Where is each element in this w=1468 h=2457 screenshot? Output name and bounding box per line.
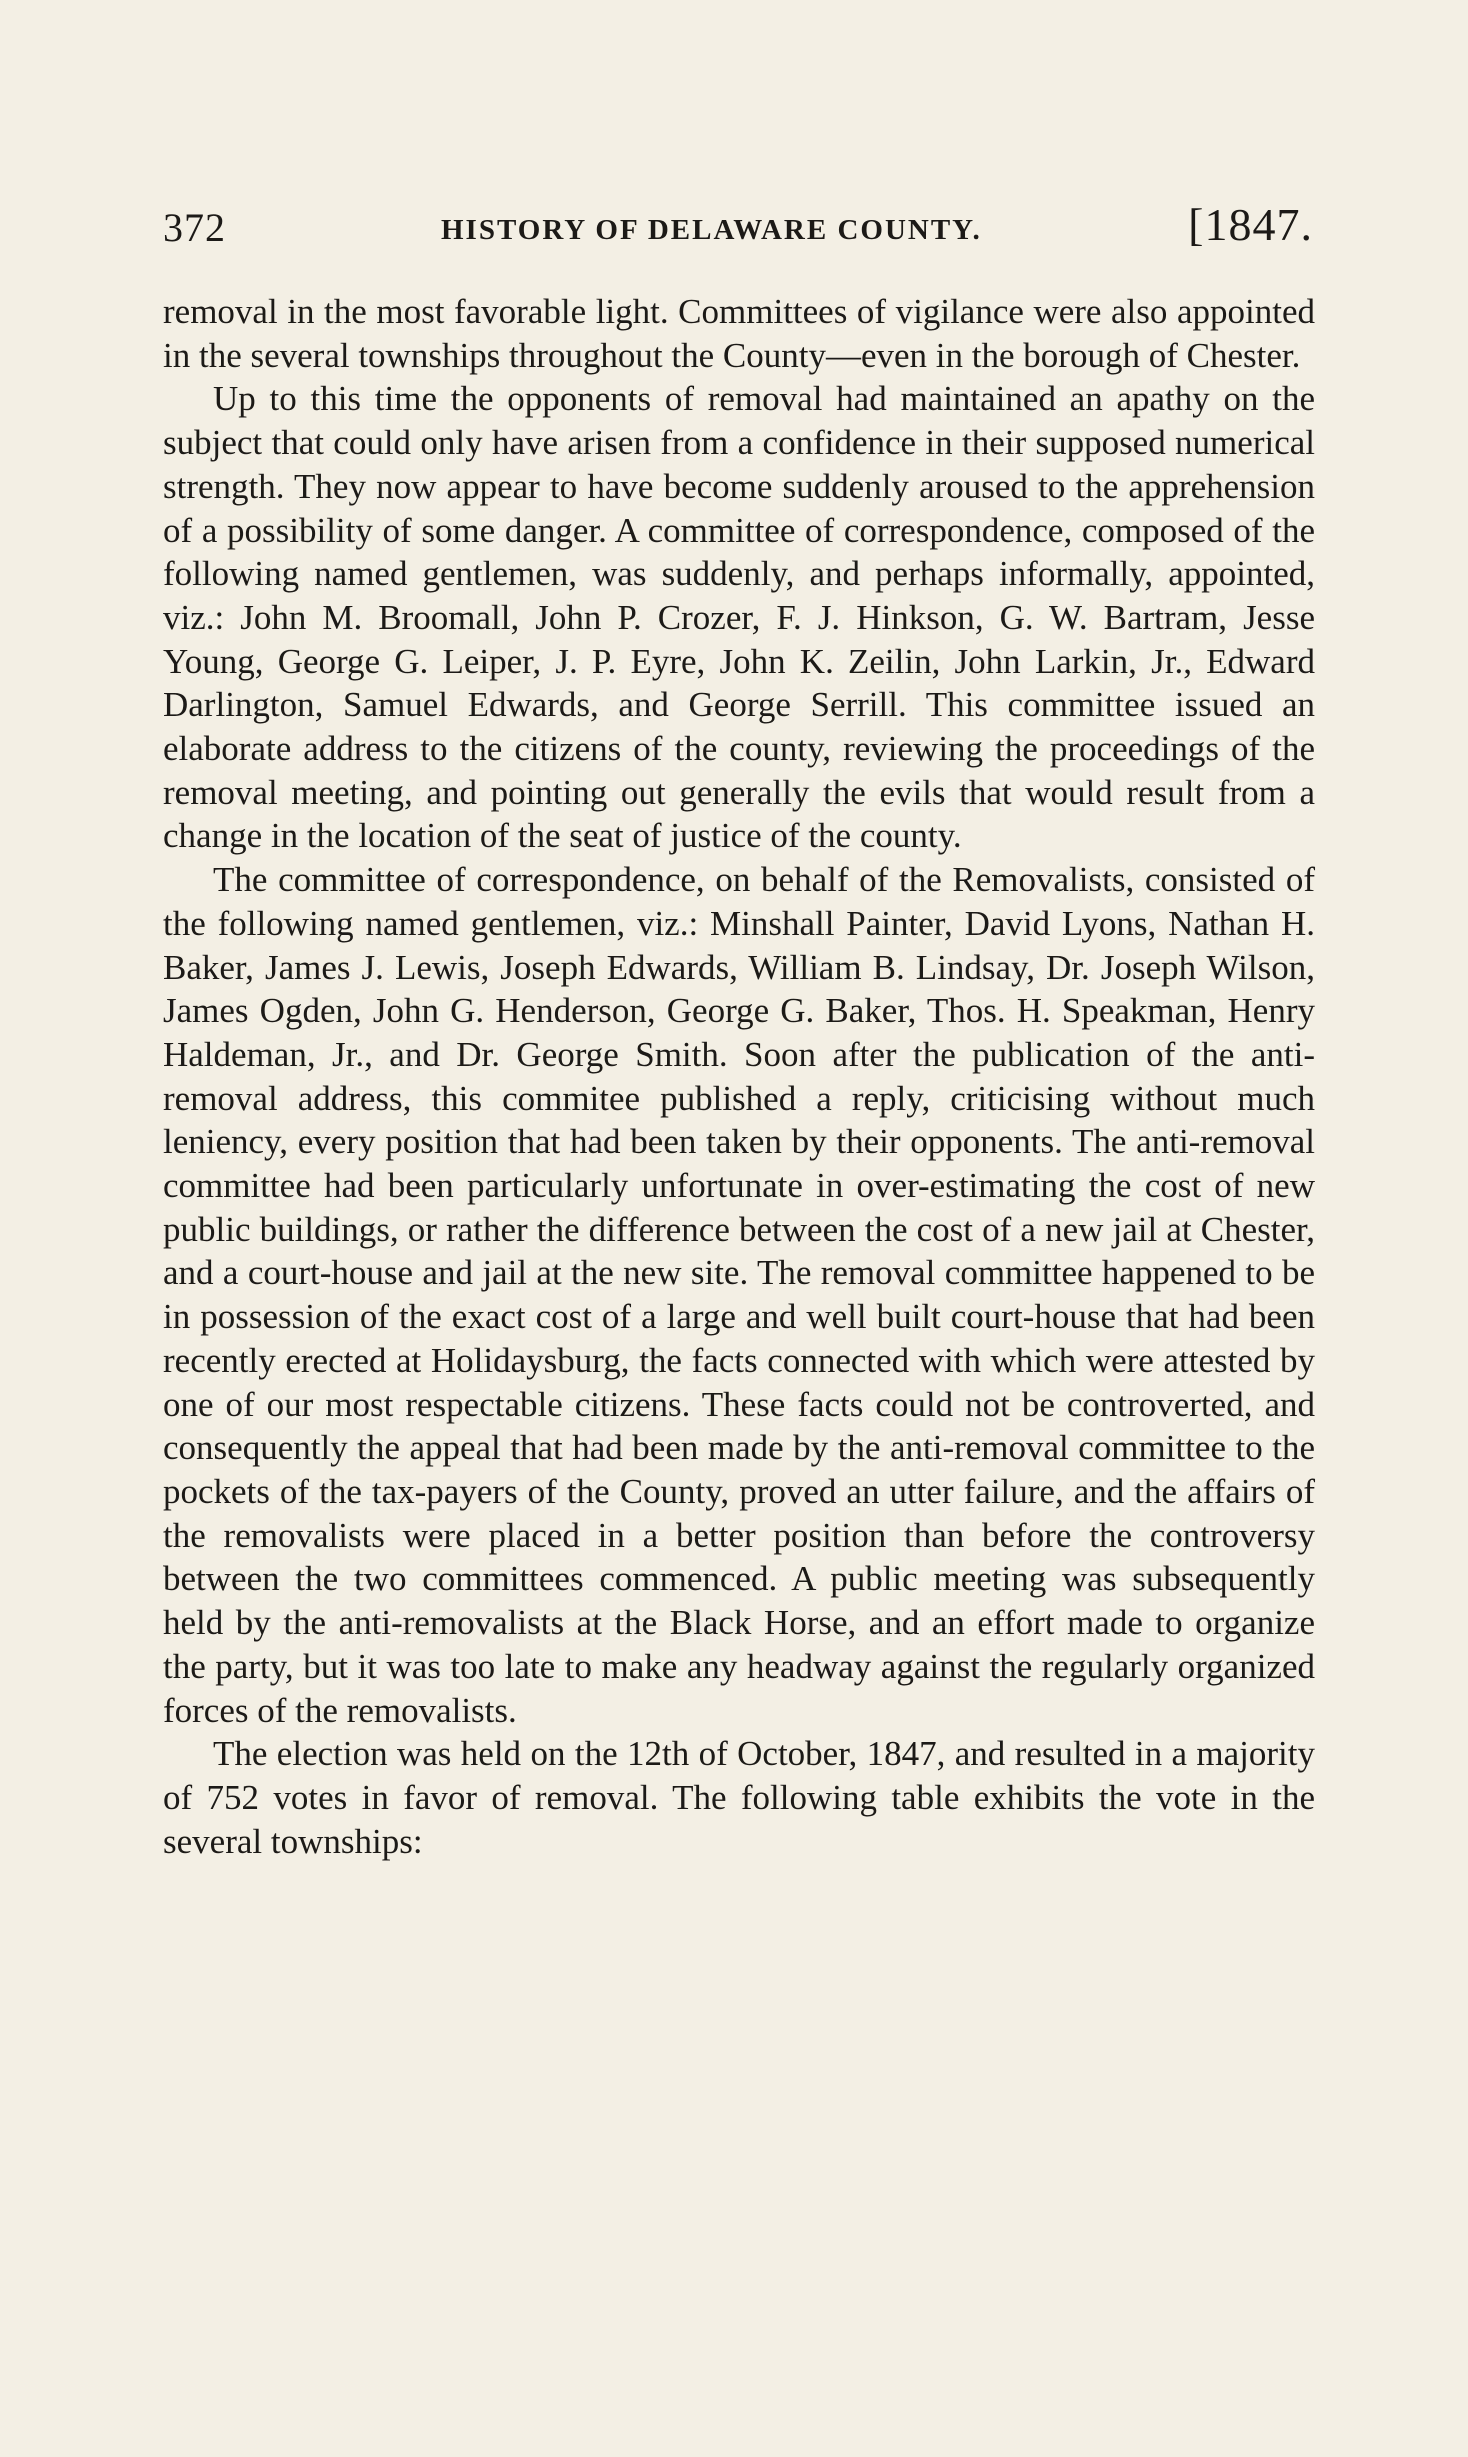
paragraph-anti-removal-committee: Up to this time the opponents of removal had maintained an apathy on the subject that could only have arisen from a confidence in their supposed numerical strength. They now appear to have become suddenly aroused to the apprehension of a possibility of some danger. A committee of correspondence, composed of the following named gentlemen, was suddenly, and perhaps informally, appointed, viz.: John M. Broomall, John P. Crozer, F. J. Hinkson, G. W. Bartram, Jesse Young, George G. Leiper, J. P. Eyre, John K. Zeilin, John Larkin, Jr., Edward Darlington, Samuel Edwards, and George Serrill. This committee issued an elaborate address to the citizens of the county, reviewing the proceedings of the removal meeting, and pointing out generally the evils that would result from a change in the location of the seat of justice of the county.: [163, 379, 1315, 856]
page-number: 372: [163, 205, 226, 250]
paragraph-continued: removal in the most favorable light. Committees of vigilance were also appointed in the several townships throughout the County—even in the borough of Chester.: [163, 292, 1315, 375]
paragraph-election-result: The election was held on the 12th of October, 1847, and resulted in a majority of 752 votes in favor of removal. The following table exhibits the vote in the several townships:: [163, 1734, 1315, 1861]
body-text: [163, 290, 1315, 1863]
running-year: [1847.: [1188, 199, 1313, 250]
paragraph-removalist-committee: The committee of correspondence, on behalf of the Removalists, consisted of the following named gentlemen, viz.: Minshall Painter, David Lyons, Nathan H. Baker, James J. Lewis, Joseph Edwards, William B. Lindsay, Dr. Joseph Wilson, James Ogden, John G. Henderson, George G. Baker, Thos. H. Speakman, Henry Haldeman, Jr., and Dr. George Smith. Soon after the publication of the anti-removal address, this commitee published a reply, criticising without much leniency, every position that had been taken by their opponents. The anti-removal committee had been particularly unfortunate in over-estimating the cost of new public buildings, or rather the difference between the cost of a new jail at Chester, and a court-house and jail at the new site. The removal committee happened to be in possession of the exact cost of a large and well built court-house that had been recently erected at Holidaysburg, the facts connected with which were attested by one of our most respectable citizens. These facts could not be controverted, and consequently the appeal that had been made by the anti-removal committee to the pockets of the tax-payers of the County, proved an utter failure, and the affairs of the removalists were placed in a better position than before the controversy between the two committees commenced. A public meeting was subsequently held by the anti-removalists at the Black Horse, and an effort made to organize the party, but it was too late to make any headway against the regularly organized forces of the removalists.: [163, 860, 1315, 1730]
running-header: [163, 198, 1313, 258]
running-title: HISTORY OF DELAWARE COUNTY.: [441, 214, 982, 246]
